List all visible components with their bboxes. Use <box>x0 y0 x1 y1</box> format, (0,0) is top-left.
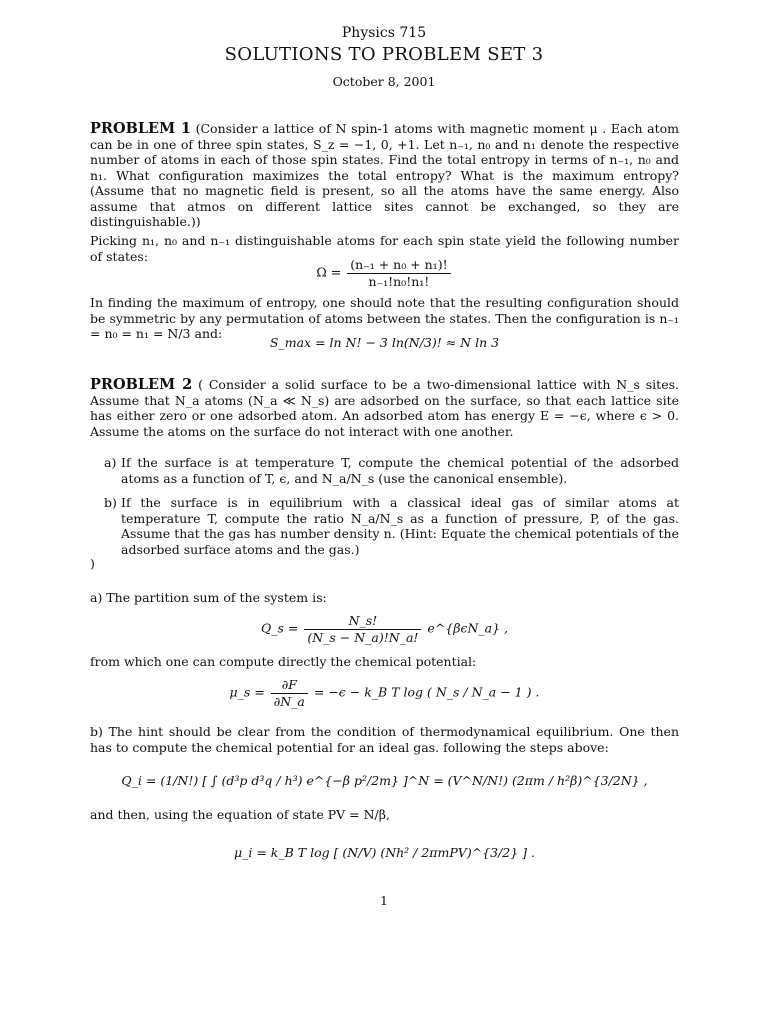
omega-equation <box>90 257 679 289</box>
partition-sum-equation <box>90 613 679 645</box>
part-b-text: b) The hint should be clear from the condition of thermodynamical equilibrium. One then has to compute the chemical potential for an ideal gas. following the steps above: <box>90 724 679 755</box>
problem-2-statement <box>90 377 679 439</box>
item-a-text: If the surface is at temperature T, compute the chemical potential of the adsorbed atoms as a function of T, ϵ, and N_a/N_s (use the canonical ensemble). <box>121 455 679 486</box>
entropy-max-equation: S_max = ln N! − 3 ln(N/3)! ≈ N ln 3 <box>269 335 500 350</box>
problem-2-heading: PROBLEM 2 <box>90 376 193 393</box>
eq4-rhs: = −ϵ − k_B T log ( N_s / N_a − 1 ) . <box>313 684 540 700</box>
problem-2-text: ( Consider a solid surface to be a two-dimensional lattice with N_s sites. Assume that N_a atoms (N_a ≪ N_s) are adsorbed on the surface, so that each lattice site has either zero or one adsorbed atom. An adsorbed atom has energy E = −ϵ, where ϵ > 0. Assume the atoms on the surface do not interact with one another. <box>90 377 679 439</box>
item-b-text: If the surface is in equilibrium with a classical ideal gas of similar atoms at temperature T, compute the ratio N_a/N_s as a function of pressure, P, of the gas. Assume that the gas has number density n. (Hint: Equate the chemical potentials of the adsorbed surface atoms and the gas.) <box>121 495 679 557</box>
eq3-denominator: (N_s − N_a)!N_a! <box>307 629 419 645</box>
eq3-fraction <box>304 613 421 645</box>
item-b-label: b) <box>104 495 117 510</box>
problem-2-item-b <box>104 495 679 557</box>
course-name: Physics 715 <box>341 25 427 41</box>
closing-paren: ) <box>90 556 95 571</box>
ideal-gas-chemical-potential-equation: μ_i = k_B T log [ (N/V) (Nh² / 2πmPV)^{3/2} ] . <box>233 845 535 860</box>
eq4-numerator: ∂F <box>271 677 308 694</box>
date: October 8, 2001 <box>332 74 436 89</box>
part-a-text: from which one can compute directly the chemical potential: <box>90 654 477 669</box>
equation-of-state-text: and then, using the equation of state PV = N/β, <box>90 807 390 822</box>
ideal-gas-partition-equation: Q_i = (1/N!) [ ∫ (d³p d³q / h³) e^{−β p²/2m} ]^N = (V^N/N!) (2πm / h²β)^{3/2N} , <box>121 773 648 788</box>
eq1-numerator: (n₋₁ + n₀ + n₁)! <box>347 257 450 274</box>
problem-1-paragraph-1: Picking n₁, n₀ and n₋₁ distinguishable atoms for each spin state yield the following number of states: <box>90 233 679 264</box>
eq3-tail: e^{βϵN_a} , <box>427 620 509 636</box>
problem-1-statement <box>90 121 679 230</box>
part-a-intro: a) The partition sum of the system is: <box>90 590 327 605</box>
page-number: 1 <box>380 893 388 908</box>
eq3-numerator: N_s! <box>304 613 421 630</box>
item-a-label: a) <box>104 455 117 470</box>
problem-1-heading: PROBLEM 1 <box>90 120 191 137</box>
problem-1-text: (Consider a lattice of N spin-1 atoms with magnetic moment μ . Each atom can be in one of three spin states, S_z = −1, 0, +1. Let n₋₁, n₀ and n₁ denote the respective number of atoms in each of those spin states. Find the total entropy in terms of n₋₁, n₀ and n₁. What configuration maximizes the total entropy? What is the maximum entropy? (Assume that no magnetic field is present, so all the atoms have the same energy. Also assume that atmos on different lattice sites cannot be exchanged, so they are distinguishable.)) <box>90 121 679 229</box>
eq1-lhs: Ω = <box>316 264 342 280</box>
eq4-denominator: ∂N_a <box>273 693 305 709</box>
eq3-lhs: Q_s = <box>260 620 299 636</box>
eq1-fraction <box>347 257 450 289</box>
eq4-fraction <box>271 677 308 709</box>
problem-1-paragraph-2: In finding the maximum of entropy, one should note that the resulting configuration should be symmetric by any permutation of atoms between the states. Then the configuration is n₋₁ = n₀ = n₁ = N/3 and: <box>90 295 679 341</box>
problem-2-item-a <box>104 455 679 486</box>
page-title: SOLUTIONS TO PROBLEM SET 3 <box>224 44 544 65</box>
eq1-denominator: n₋₁!n₀!n₁! <box>368 273 430 289</box>
eq4-lhs: μ_s = <box>229 684 265 700</box>
chemical-potential-equation <box>90 677 679 709</box>
